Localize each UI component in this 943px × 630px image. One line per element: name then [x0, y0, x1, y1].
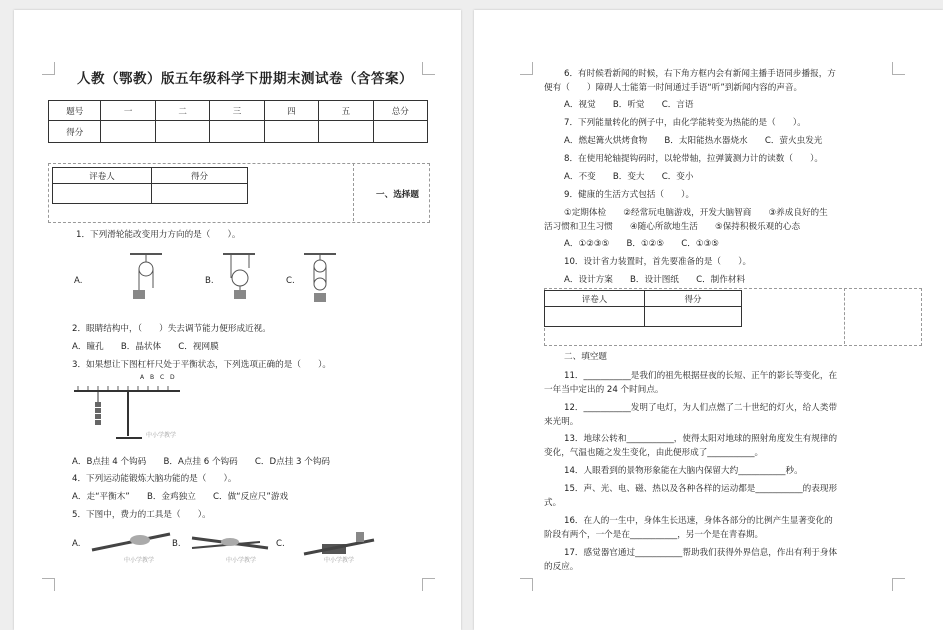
question-text: 8．在使用轮轴提钩码时，以轮带轴，拉弹簧测力计的读数（ ）。 [564, 154, 823, 164]
option-label: B. [205, 276, 214, 286]
page-corner-mark [422, 62, 435, 75]
score-cell[interactable] [264, 121, 318, 143]
option-label: C. [286, 276, 295, 286]
question-text: 16．在人的一生中，身体生长迅速，身体各部分的比例产生显著变化的 [564, 516, 833, 526]
question-text: 14．人眼看到的景物形象能在大脑内保留大约___________秒。 [564, 466, 803, 476]
question-text: 1．下列滑轮能改变用力方向的是（ ）。 [76, 230, 241, 240]
page-corner-mark [520, 62, 533, 75]
grader-table [544, 290, 742, 327]
question-text: 2．眼睛结构中，（ ）失去调节能力便形成近视。 [72, 324, 271, 334]
grader-box-divider [353, 163, 354, 221]
watermark: 中小学教学 [324, 557, 355, 564]
page-corner-mark [892, 62, 905, 75]
score-table-header: 五 [319, 101, 373, 121]
question-text: 来光明。 [544, 417, 579, 427]
watermark: 中小学教学 [226, 557, 257, 564]
question-text: 10．设计省力装置时，首先要准备的是（ ）。 [564, 257, 752, 267]
page-corner-mark [520, 578, 533, 591]
score-cell[interactable] [155, 121, 209, 143]
question-text: 4．下列运动能锻炼大脑功能的是（ ）。 [72, 474, 237, 484]
score-table-header: 三 [210, 101, 264, 121]
score-cell[interactable] [210, 121, 264, 143]
answer-options: A．瞳孔 B．晶状体 C．视网膜 [72, 342, 219, 352]
score-table-header: 总分 [373, 101, 427, 121]
score-cell[interactable] [319, 121, 373, 143]
question-text: 便有（ ）障碍人士能第一时间通过手语“听”到新闻内容的声音。 [544, 83, 803, 93]
question-text: ①定期体检 ②经常玩电脑游戏，开发大脑智商 ③养成良好的生 [564, 208, 828, 218]
score-table-label: 得分 [49, 121, 101, 143]
question-text: 11．___________是我们的祖先根据昼夜的长短、正午的影长等变化，在 [564, 371, 838, 381]
answer-options: A．①②③⑤ B．①②⑤ C．①③⑤ [564, 239, 719, 249]
pulley-diagram-a [126, 250, 166, 302]
page-corner-mark [42, 578, 55, 591]
answer-options: A．视觉 B．听觉 C．言语 [564, 100, 694, 110]
score-label: 得分 [645, 291, 742, 307]
score-label: 得分 [152, 168, 248, 184]
page-corner-mark [892, 578, 905, 591]
question-text: 13．地球公转和___________，使得太阳对地球的照射角度发生有规律的 [564, 434, 838, 444]
page-corner-mark [422, 578, 435, 591]
document-title: 人教（鄂教）版五年级科学下册期末测试卷（含答案） [77, 71, 413, 87]
page-corner-mark [42, 62, 55, 75]
grader-label: 评卷人 [53, 168, 152, 184]
option-label: C. [276, 539, 285, 549]
grader-box-divider [844, 288, 845, 344]
score-table-header: 题号 [49, 101, 101, 121]
question-text: 9．健康的生活方式包括（ ）。 [564, 190, 695, 200]
lever-label: C [160, 374, 165, 381]
answer-options: A．B点挂 4 个钩码 B．A点挂 6 个钩码 C．D点挂 3 个钩码 [72, 457, 331, 467]
section-heading: 一、选择题 [376, 190, 419, 200]
score-cell[interactable] [152, 184, 248, 204]
question-text: 12．___________发明了电灯，为人们点燃了二十世纪的灯火，给人类带 [564, 403, 838, 413]
answer-options: A．不变 B．变大 C．变小 [564, 172, 694, 182]
lever-label: A [140, 374, 145, 381]
question-text: 7．下列能量转化的例子中，由化学能转变为热能的是（ ）。 [564, 118, 806, 128]
grader-cell[interactable] [53, 184, 152, 204]
question-text: 阶段有两个，一个是在___________，另一个是在青春期。 [544, 530, 764, 540]
question-text: 活习惯和卫生习惯 ④随心所欲地生活 ⑤保持积极乐观的心态 [544, 222, 801, 232]
watermark: 中小学教学 [146, 432, 177, 439]
score-cell[interactable] [373, 121, 427, 143]
tool-image-c [296, 524, 380, 556]
pulley-diagram-b [219, 250, 259, 302]
answer-options: A．走“平衡木” B．金鸡独立 C．做“反应尺”游戏 [72, 492, 289, 502]
tool-image-a [90, 528, 172, 558]
grader-table [52, 167, 248, 204]
option-label: A. [74, 276, 83, 286]
score-table-header: 一 [101, 101, 155, 121]
score-cell[interactable] [101, 121, 155, 143]
grader-label: 评卷人 [545, 291, 645, 307]
section-heading: 二、填空题 [564, 352, 607, 362]
score-table [48, 100, 428, 143]
answer-options: A．设计方案 B．设计图纸 C．制作材料 [564, 275, 746, 285]
option-label: B. [172, 539, 181, 549]
option-label: A. [72, 539, 81, 549]
question-text: 15．声、光、电、磁、热以及各种各样的运动都是___________的表现形 [564, 484, 838, 494]
watermark: 中小学教学 [124, 557, 155, 564]
lever-label: B [150, 374, 155, 381]
lever-label: D [170, 374, 175, 381]
score-table-header: 四 [264, 101, 318, 121]
question-text: 式。 [544, 498, 562, 508]
question-text: 的反应。 [544, 562, 579, 572]
question-text: 6．有时候看新闻的时候，右下角方框内会有新闻主播手语同步播报，方 [564, 69, 836, 79]
pulley-diagram-c [300, 250, 340, 308]
document-page-right [474, 10, 943, 630]
document-page-left [14, 10, 461, 630]
grader-cell[interactable] [545, 307, 645, 327]
score-table-header: 二 [155, 101, 209, 121]
question-text: 变化，气温也随之发生变化，由此便形成了___________。 [544, 448, 764, 458]
tool-image-b [190, 530, 270, 556]
question-text: 17．感觉器官通过___________帮助我们获得外界信息，作出有利于身体 [564, 548, 838, 558]
question-text: 5．下图中，费力的工具是（ ）。 [72, 510, 211, 520]
score-cell[interactable] [645, 307, 742, 327]
question-text: 一年当中定出的 24 个时间点。 [544, 385, 664, 395]
question-text: 3．如果想让下图杠杆尺处于平衡状态，下列选项正确的是（ ）。 [72, 360, 331, 370]
answer-options: A．燃起篝火烘烤食物 B．太阳能热水器烧水 C．萤火虫发光 [564, 136, 823, 146]
